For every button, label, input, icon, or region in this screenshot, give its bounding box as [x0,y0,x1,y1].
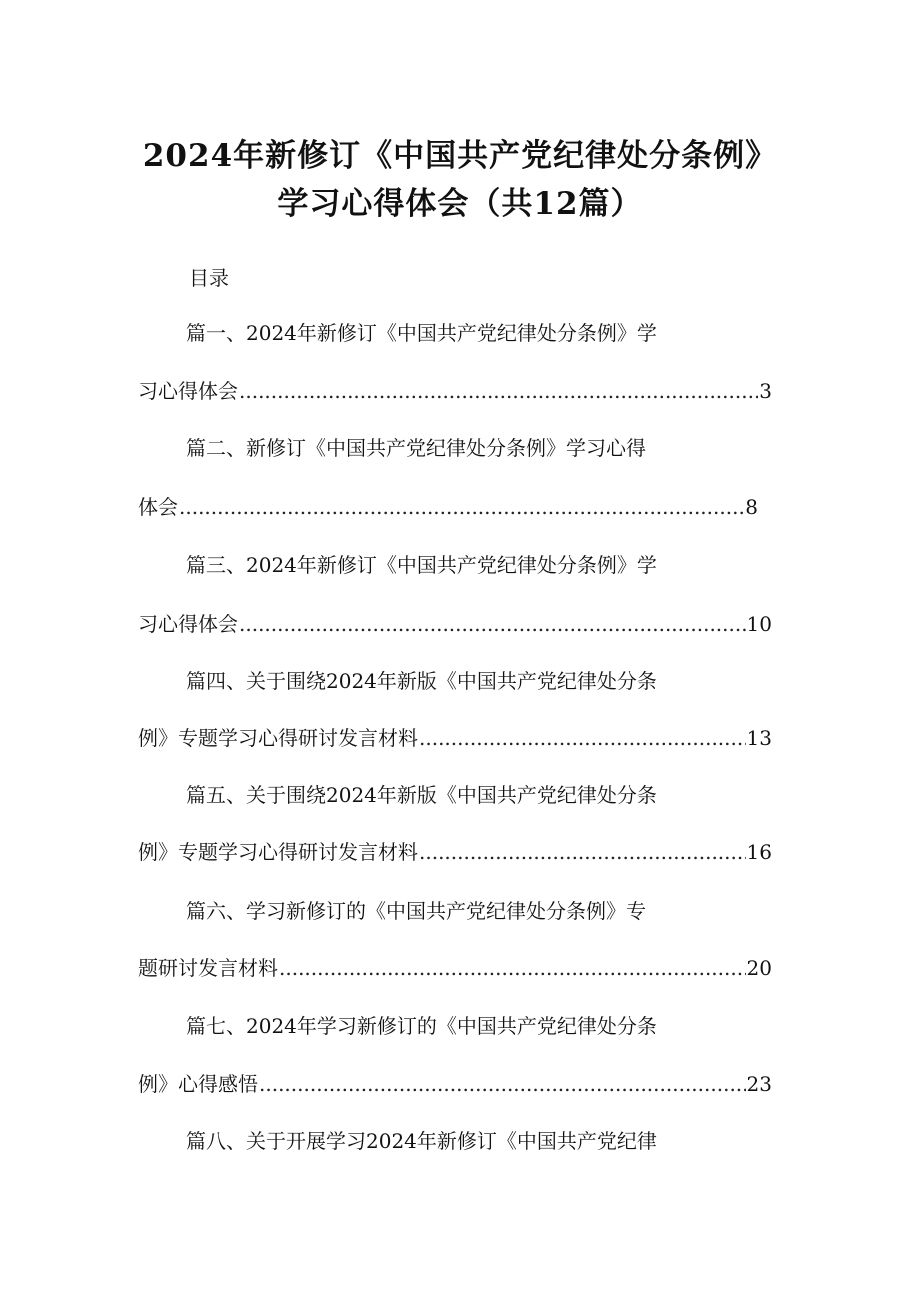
toc-entry-3-page: 10 [746,612,772,636]
toc-entry-1-line-2[interactable] [138,376,772,406]
toc-entry-4-text: 例》专题学习心得研讨发言材料 [138,726,418,750]
toc-entry-5-line-1: 篇五、关于围绕2024年新版《中国共产党纪律处分条 [186,783,657,807]
toc-entry-2-line-2[interactable] [138,492,758,522]
toc-entry-6-leader [279,953,746,983]
toc-entry-2-text: 体会 [138,495,178,519]
toc-entry-5-leader [419,837,746,867]
document-title-line-1: 2024年新修订《中国共产党纪律处分条例》 [142,138,778,174]
toc-entry-6-line-1: 篇六、学习新修订的《中国共产党纪律处分条例》专 [186,899,646,923]
document-title-line-2: 学习心得体会（共12篇） [277,186,643,222]
toc-entry-5-line-2[interactable] [138,837,772,867]
toc-entry-7-leader [259,1069,746,1099]
toc-entry-3-line-1: 篇三、2024年新修订《中国共产党纪律处分条例》学 [186,553,657,577]
toc-entry-6-text: 题研讨发言材料 [138,956,278,980]
toc-entry-5-page: 16 [746,840,772,864]
toc-entry-1-text: 习心得体会 [138,379,238,403]
toc-entry-3-line-2[interactable] [138,609,772,639]
toc-entry-5-text: 例》专题学习心得研讨发言材料 [138,840,418,864]
toc-entry-7-line-1: 篇七、2024年学习新修订的《中国共产党纪律处分条 [186,1014,657,1038]
toc-entry-7-page: 23 [746,1072,772,1096]
toc-entry-2-line-1: 篇二、新修订《中国共产党纪律处分条例》学习心得 [186,436,646,460]
toc-entry-4-page: 13 [746,726,772,750]
toc-heading: 目录 [189,266,229,290]
toc-entry-7-text: 例》心得感悟 [138,1072,258,1096]
toc-entry-6-page: 20 [746,956,772,980]
toc-entry-2-page: 8 [745,495,758,519]
toc-entry-8-line-1: 篇八、关于开展学习2024年新修订《中国共产党纪律 [186,1129,657,1153]
toc-entry-1-line-1: 篇一、2024年新修订《中国共产党纪律处分条例》学 [186,321,657,345]
toc-entry-2-leader [179,492,744,522]
toc-entry-3-leader [239,609,746,639]
toc-entry-4-line-2[interactable] [138,723,772,753]
toc-entry-1-page: 3 [759,379,772,403]
toc-entry-4-line-1: 篇四、关于围绕2024年新版《中国共产党纪律处分条 [186,669,657,693]
toc-entry-6-line-2[interactable] [138,953,772,983]
toc-entry-4-leader [419,723,746,753]
toc-entry-3-text: 习心得体会 [138,612,238,636]
toc-entry-7-line-2[interactable] [138,1069,772,1099]
toc-entry-1-leader [239,376,758,406]
